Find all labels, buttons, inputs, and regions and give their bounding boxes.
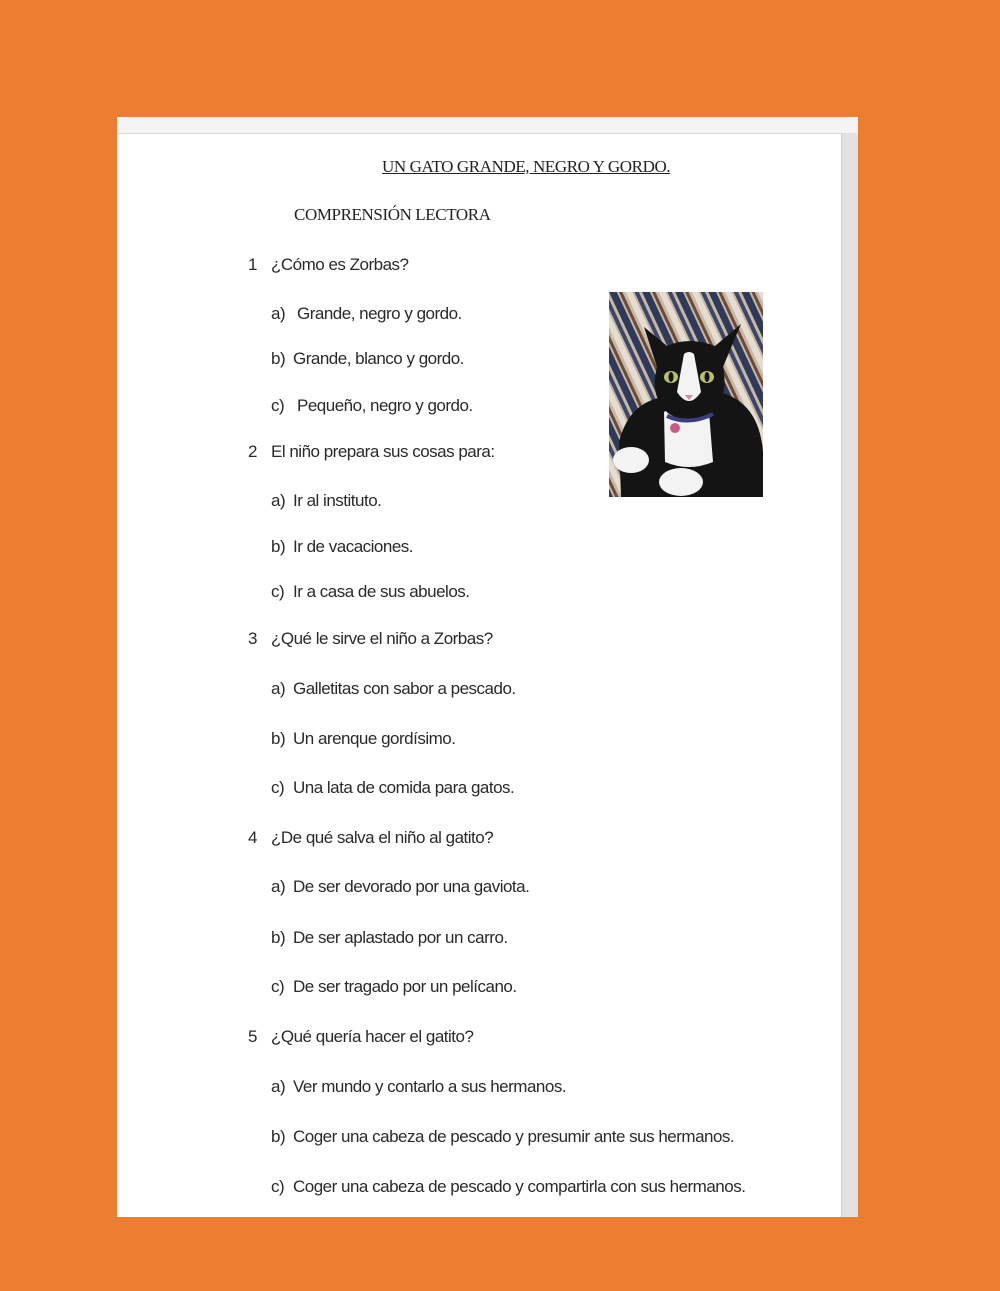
question-text: ¿Cómo es Zorbas? bbox=[271, 255, 409, 274]
option-text: Coger una cabeza de pescado y presumir ante sus hermanos. bbox=[293, 1127, 735, 1146]
question-number: 3 bbox=[248, 629, 257, 648]
option-letter: a) bbox=[271, 491, 286, 510]
question-text: El niño prepara sus cosas para: bbox=[271, 442, 495, 461]
question-text: ¿De qué salva el niño al gatito? bbox=[271, 828, 494, 847]
option-letter: c) bbox=[271, 977, 285, 996]
option-letter: b) bbox=[271, 537, 286, 556]
option-letter: c) bbox=[271, 1177, 285, 1196]
option-text: De ser tragado por un pelícano. bbox=[293, 977, 517, 996]
option-letter: b) bbox=[271, 729, 286, 748]
option-text: Pequeño, negro y gordo. bbox=[297, 396, 473, 415]
cat-photo bbox=[609, 292, 763, 497]
option-text: Ir de vacaciones. bbox=[293, 537, 414, 556]
question-text: ¿Qué quería hacer el gatito? bbox=[271, 1027, 474, 1046]
document-subtitle: COMPRENSIÓN LECTORA bbox=[294, 205, 491, 224]
question-number: 2 bbox=[248, 442, 257, 461]
option-text: Ver mundo y contarlo a sus hermanos. bbox=[293, 1077, 567, 1096]
page-top-bar bbox=[117, 117, 858, 134]
question-number: 1 bbox=[248, 255, 257, 274]
question-number: 4 bbox=[248, 828, 257, 847]
question-number: 5 bbox=[248, 1027, 257, 1046]
option-letter: c) bbox=[271, 778, 285, 797]
option-letter: c) bbox=[271, 396, 285, 415]
question-text: ¿Qué le sirve el niño a Zorbas? bbox=[271, 629, 493, 648]
option-letter: b) bbox=[271, 928, 286, 947]
document-title: UN GATO GRANDE, NEGRO Y GORDO. bbox=[382, 157, 671, 176]
option-text: Ir al instituto. bbox=[293, 491, 382, 510]
option-letter: a) bbox=[271, 304, 286, 323]
option-letter: c) bbox=[271, 582, 285, 601]
option-text: Grande, blanco y gordo. bbox=[293, 349, 464, 368]
option-text: Una lata de comida para gatos. bbox=[293, 778, 515, 797]
option-letter: a) bbox=[271, 679, 286, 698]
option-text: Un arenque gordísimo. bbox=[293, 729, 456, 748]
option-letter: a) bbox=[271, 877, 286, 896]
worksheet-page bbox=[117, 117, 858, 1217]
option-text: De ser aplastado por un carro. bbox=[293, 928, 508, 947]
vertical-scrollbar[interactable] bbox=[841, 133, 858, 1217]
option-text: Ir a casa de sus abuelos. bbox=[293, 582, 470, 601]
option-letter: b) bbox=[271, 1127, 286, 1146]
option-text: Coger una cabeza de pescado y compartirla con sus hermanos. bbox=[293, 1177, 746, 1196]
option-letter: b) bbox=[271, 349, 286, 368]
option-text: Galletitas con sabor a pescado. bbox=[293, 679, 516, 698]
option-text: De ser devorado por una gaviota. bbox=[293, 877, 530, 896]
option-text: Grande, negro y gordo. bbox=[297, 304, 462, 323]
option-letter: a) bbox=[271, 1077, 286, 1096]
